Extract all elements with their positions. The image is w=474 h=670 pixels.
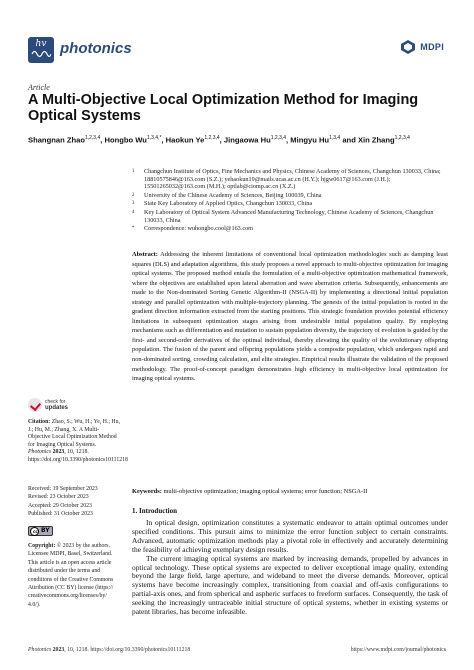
footer-journal: Photonics (28, 647, 52, 653)
paragraph: In optical design, optimization constitutes a systematic endeavor to attain optimal outcomes under specified conditions. This pursuit aims to minimize the error function subject to certain constraints. Advanced, automatic optimization methods play a pivotal role in effectively and accurately determining the feasibility of achieving exemplary design results. (132, 518, 448, 554)
affiliation-text: Key Laboratory of Optical System Advanced Manufacturing Technology, Chinese Academy of Sciences, Changchun 130033, China (144, 208, 434, 224)
publisher-name: MDPI (420, 42, 444, 52)
affiliation-text: Correspondence: wuhongbo.cool@163.com (144, 225, 253, 233)
author-affiliation-marks: 1,2,3,4 (84, 135, 101, 141)
publication-dates (28, 485, 120, 519)
abstract-label: Abstract: (132, 251, 158, 258)
journal-logo-text: hv (35, 39, 47, 49)
footer-citation (28, 647, 190, 653)
journal-name[interactable]: photonics (60, 40, 132, 57)
journal-logo[interactable] (28, 37, 54, 63)
author-list (28, 133, 448, 146)
abstract-text: Addressing the inherent limitations of conventional local optimization methodologies such as damping least squares (DLS) and adaptation algorithms, this study proposes a novel approach to multi-objective optimization for imaging optical systems. The proposed method entails the formulation of a multi-objective optimization mathematical framework, where the objectives are established upon lateral aberration and wave aberration criteria. Subsequently, enhancements are made to the Non-dominated Sorting Genetic Algorithm-II (NSGA-II) by implementing a directional initial population strategy and parallel optimization with multiple-trajectory planning. The genesis of the initial population is rooted in the gradient direction information extracted from the starting positions. This strategic foundation provides potential efficiency limitations in subsequent optimization stages arising from undesirable initial population quality. By employing mechanisms such as differentiation and mutation to sustain population diversity, the trajectory of evolution is guided by the first- and second-order derivatives of the optimal individual, thereby elevating the quality of the evolutionary offspring population. The fusion of the parent and offspring populations yields a composite population, which undergoes rapid and non-dominated sorting, crowding calculation, and elite strategies. Empirical results illustrate the validation of the proposed methodology. The proof-of-concept paradigm demonstrates high efficiency in multi-objective local optimization for imaging optical systems. (132, 251, 448, 383)
check-for-updates-button[interactable] (28, 398, 68, 412)
affiliation-item (132, 225, 452, 233)
check-updates-line1: check for (45, 399, 66, 405)
cc-icon: cc (30, 527, 39, 536)
author-name[interactable]: and Xin Zhang (342, 135, 395, 145)
citation-year: 2023 (52, 449, 65, 455)
license-badge[interactable] (28, 526, 53, 536)
affiliation-text: University of the Chinese Academy of Sciences, Beijing 100039, China (144, 191, 322, 199)
keywords-label: Keywords: (132, 488, 162, 495)
author-name[interactable]: Jingaowa Hu (223, 135, 271, 145)
footer-journal-url[interactable]: https://www.mdpi.com/journal/photonics (350, 647, 446, 653)
affiliation-item (132, 209, 452, 224)
affiliation-item (132, 192, 452, 200)
affiliation-text: State Key Laboratory of Applied Optics, Changchun 130033, China (144, 200, 313, 208)
affiliation-text: Changchun Institute of Optics, Fine Mechanics and Physics, Chinese Academy of Sciences, Changchun 130033, China; 18810575846@163.com (S.Z.); yehaokun19@mails.ucas.ac.cn (H.Y.); hjgw0617@163.com (J.H.); 15501265032@163.com (M.H.); optlab@ciomp.ac.cn (X.Z.) (144, 168, 441, 191)
section-heading: 1. Introduction (132, 507, 177, 515)
article-title: A Multi-Objective Local Optimization Method for Imaging Optical Systems (28, 92, 419, 124)
abstract (132, 250, 448, 384)
copyright (28, 542, 120, 609)
author-name[interactable]: Shangnan Zhao (28, 135, 85, 145)
wave-icon (31, 49, 51, 59)
author-affiliation-marks: 1,2,3,4 (270, 135, 287, 141)
citation-journal: Photonics (28, 449, 52, 455)
author-separator: , (219, 135, 224, 145)
author-name[interactable]: Hongbo Wu (104, 135, 147, 145)
introduction-body (132, 519, 448, 617)
author-name[interactable]: Mingyu Hu (290, 135, 330, 145)
affiliation-item (132, 168, 452, 191)
date-line: Received: 19 September 2023 (28, 486, 98, 492)
affiliations (132, 168, 452, 234)
check-updates-icon (28, 398, 42, 412)
license-by-label: BY (41, 527, 50, 534)
affiliation-number: 4 (132, 209, 135, 215)
author-affiliation-marks: 1,2,3,4 (204, 135, 220, 141)
author-separator: , (286, 135, 291, 145)
author-name[interactable]: Haokun Ye (165, 135, 205, 145)
affiliation-number: * (132, 226, 135, 232)
affiliation-number: 1 (132, 169, 135, 174)
copyright-label: Copyright: (28, 543, 56, 549)
keywords (132, 487, 448, 496)
affiliation-number: 3 (132, 201, 135, 207)
paragraph: The current imaging optical systems are marked by increasing demands, propelled by advances in optical technology. These optical systems are expected to deliver exceptional image quality, extending beyond the large field, large aperture, and wideband to meet the diverse demands. Moreover, optical systems have become increasingly complex, transitioning from coaxial and off-axis configurations to partial-axis ones, and from spherical and aspheric surfaces to freeform surfaces. Consequently, the task of seeking the increasingly untraceable initial structure of optical systems, whether in existing systems or patent libraries, has become infeasible. (132, 553, 448, 617)
article-type: Article (28, 83, 50, 92)
author-affiliation-marks: 1,3,4 (329, 135, 341, 141)
citation-doi[interactable]: , 10, 1218. https://doi.org/10.3390/photonics10111218 (28, 449, 128, 463)
affiliation-number: 2 (132, 192, 135, 198)
author-affiliation-marks: 1,2,3,4 (394, 135, 410, 141)
footer-doi[interactable]: , 10, 1218. https://doi.org/10.3390/photonics10111218 (64, 647, 191, 653)
keywords-text: multi-objective optimization; imaging optical systems; error function; NSGA-II (163, 488, 368, 495)
date-line: Revised: 23 October 2023 (28, 494, 89, 501)
date-line: Accepted: 29 October 2023 (28, 502, 92, 509)
date-line: Published: 31 October 2023 (28, 511, 93, 518)
check-updates-line2: updates (45, 405, 69, 411)
author-affiliation-marks: 1,3,4,* (146, 135, 162, 141)
affiliation-item (132, 200, 452, 208)
author-separator: , (161, 135, 166, 145)
mdpi-icon (400, 39, 416, 55)
footer-year: 2023 (52, 647, 65, 653)
author-separator: , (100, 135, 105, 145)
copyright-text: © 2023 by the authors. Licensee MDPI, Basel, Switzerland. This article is an open access article distributed under the terms and conditions of the Creative Commons Attribution (CC BY) license (https:// creativecommons.org/licenses/by/ 4.0/). (28, 543, 114, 608)
publisher-logo[interactable] (400, 39, 444, 55)
citation-label: Citation: (28, 419, 51, 425)
citation (28, 419, 128, 464)
citation-text: Zhao, S.; Wu, H.; Ye, H.; Hu, J.; Hu, M.; Zhang, X. A Multi-Objective Local Optimization Method for Imaging Optical Systems. (28, 419, 120, 448)
